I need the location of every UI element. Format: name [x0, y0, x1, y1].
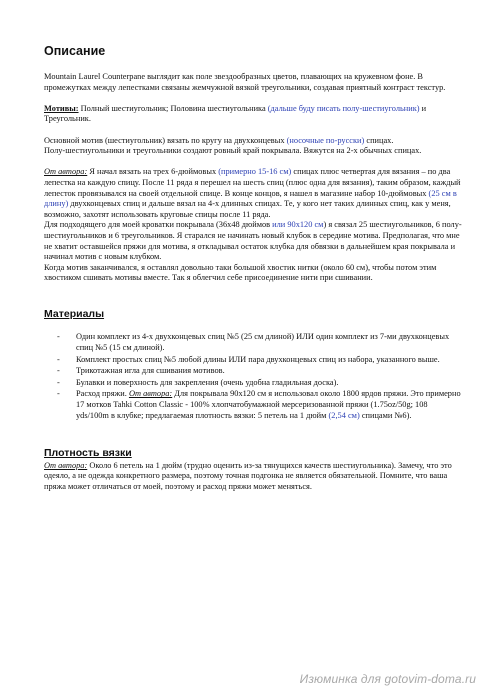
- main-motif-text-1: Основной мотив (шестиугольник) вязать по кругу на двухконцевых: [44, 135, 287, 145]
- author-paragraph-2: [44, 220, 462, 262]
- gauge-heading: Плотность вязки: [44, 446, 132, 459]
- author-paragraph-3: Когда мотив заканчивался, я оставлял довольно таки большой хвостик нитки (около 60 см), чтобы потом этим хвостиком сшивать мотивы вместе. Так я облегчил себе присоединение нити при сшивании.: [44, 262, 437, 283]
- author-paragraph-1: [44, 167, 462, 220]
- motifs-text-1: Полный шестиугольник; Половина шестиугольника: [78, 103, 268, 113]
- yarn-text-c: спицами №6).: [359, 410, 412, 420]
- materials-heading: Материалы: [44, 308, 105, 321]
- list-item: - Комплект простых спиц №5 любой длины ИЛИ пара двухконцевых спиц из набора, указанного выше.: [44, 355, 462, 366]
- motifs-paragraph: [44, 104, 462, 125]
- author-text-2a: Для подходящего для моей кроватки покрывала (36х48 дюймов: [44, 220, 273, 230]
- gauge-text: Около 6 петель на 1 дюйм (трудно оценить из-за тянущихся качеств шестиугольника). Замечу, что это одеяло, а не одежда конкретного размера, поэтому точная подгонка не является обязательной. Помните, что ваша пряжа может отличаться от моей, поэтому и расход пряжи может меняться.: [44, 460, 452, 491]
- yarn-note: (2,54 см): [328, 410, 360, 420]
- motifs-text-2: и Треугольник.: [44, 103, 427, 124]
- list-item: - Один комплект из 4-х двухконцевых спиц №5 (25 см длиной) ИЛИ один комплект из 7-ми двухконцевых спиц №5 (15 см длиной).: [44, 332, 462, 353]
- materials-list: [44, 332, 462, 421]
- main-motif-text-2: спицах.: [364, 135, 394, 145]
- list-item: [44, 389, 462, 421]
- intro-paragraph: Mountain Laurel Counterpane выглядит как поле звездообразных цветов, плавающих на кружевном фоне. В промежутках между лепестками связаны жемчужной вязкой треугольники, создавая приятный контраст текстур.: [44, 72, 446, 92]
- document-content: [44, 44, 462, 493]
- author-text-1c: двухконцевых спиц и дальше вязал на 4-х длинных спицах. Те, у кого нет таких длинных спиц, как у меня, возможно, захотят использовать круговые спицы после 11 ряда.: [44, 199, 451, 219]
- gauge-paragraph: [44, 461, 462, 493]
- main-motif-note: (носочные по-русски): [286, 135, 365, 145]
- footer-watermark: Изюминка для gotovim-doma.ru: [299, 672, 476, 686]
- author-note-2: (25 см в длину): [44, 188, 457, 209]
- yarn-author-label: От автора:: [128, 389, 173, 399]
- author-text-1b: спицах плюс четвертая для вязания – по два лепестка на каждую спицу. После 11 ряда я перешел на шесть спиц (плюс одна для вязания), таким образом, каждый лепесток провязывался на своей отдельной спице. В конце концов, я нашел в магазине набор 10-дюймовых: [44, 167, 461, 198]
- list-item: - Трикотажная игла для сшивания мотивов.: [44, 366, 462, 377]
- main-motif-paragraph: [44, 136, 462, 147]
- author-note-1: (примерно 15-16 см): [218, 167, 292, 177]
- motifs-label: Мотивы:: [44, 103, 79, 113]
- gauge-author-label: От автора:: [44, 460, 88, 470]
- list-item: - Булавки и поверхность для закрепления (очень удобна гладильная доска).: [44, 378, 462, 389]
- half-hex-paragraph: Полу-шестиугольники и треугольники создают ровный край покрывала. Вяжутся на 2-х обычных спицах.: [44, 146, 422, 156]
- author-text-1a: Я начал вязать на трех 6-дюймовых: [87, 167, 219, 177]
- author-label: От автора:: [44, 167, 88, 177]
- description-heading: Описание: [44, 44, 106, 58]
- author-note-3: или 90х120 см: [272, 220, 324, 230]
- yarn-text-a: Расход пряжи.: [76, 389, 129, 399]
- yarn-text-b: Для покрывала 90х120 см я использовал около 1800 ярдов пряжи. Это примерно 17 мотков Tahki Cotton Classic - 100% хлопчатобумажной мерсеризованной пряжи (1.75oz/50g; 108 yds/100m в клубке; предлагаемая плотность вязки: 5 петель на 1 дюйм: [76, 389, 461, 420]
- author-text-2b: ) я связал 25 шестиугольников, 6 полу-шестиугольников и 6 треугольников. Я старался не начинать новый клубок в середине мотива. Предполагая, что мне не хватит оставшейся пряжи для мотива, я откладывал остаток клубка для обвязки в дальнейшем края покрывала и начинал мотив с новым клубком.: [44, 220, 462, 262]
- motifs-note: (дальше буду писать полу-шестиугольник): [267, 103, 420, 113]
